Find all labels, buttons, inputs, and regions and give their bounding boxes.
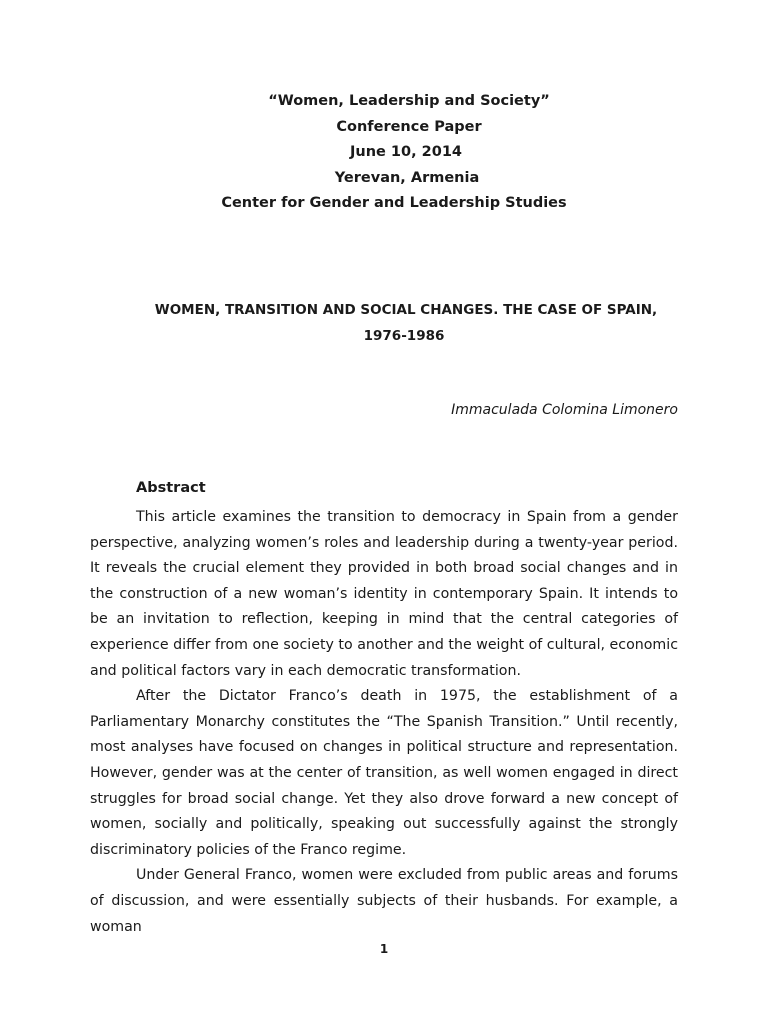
paragraph: After the Dictator Franco’s death in 1975, the establishment of a Parliamentary Monarchy constitutes the “The Spanish Transition.” Until recently, most analyses have focused on changes in political structure and representation. However, gender was at the center of transition, as well women engaged in direct struggles for broad social change. Yet they also drove forward a new concept of women, socially and politically, speaking out successfully against the strongly discriminatory policies of the Franco regime.: [90, 688, 678, 858]
paper-type: Conference Paper: [336, 118, 482, 135]
paragraph: This article examines the transition to democracy in Spain from a gender perspective, analyzing women’s roles and leadership during a twenty-year period. It reveals the crucial element they provided in both broad social changes and in the construction of a new woman’s identity in contemporary Spain. It intends to be an invitation to reflection, keeping in mind that the central categories of experience differ from one society to another and the weight of cultural, economic and political factors vary in each democratic transformation.: [90, 509, 678, 679]
author-name: Immaculada Colomina Limonero: [451, 402, 678, 418]
abstract-heading: Abstract: [136, 480, 206, 496]
conference-location: Yerevan, Armenia: [334, 169, 480, 186]
paper-title: [0, 298, 768, 349]
conference-title: “Women, Leadership and Society”: [268, 93, 550, 109]
conference-header: [0, 89, 768, 217]
conference-date: June 10, 2014: [349, 144, 462, 161]
organizing-center: Center for Gender and Leadership Studies: [221, 195, 567, 212]
abstract-body: [90, 505, 678, 940]
paper-title-line-2: 1976-1986: [363, 327, 445, 344]
paragraph: Under General Franco, women were excluded from public areas and forums of discussion, and were essentially subjects of their husbands. For example, a woman: [90, 867, 678, 935]
page-number: [0, 942, 768, 956]
page-number-text: 1: [379, 942, 389, 956]
paper-title-line-1: WOMEN, TRANSITION AND SOCIAL CHANGES. THE CASE OF SPAIN,: [154, 302, 658, 318]
